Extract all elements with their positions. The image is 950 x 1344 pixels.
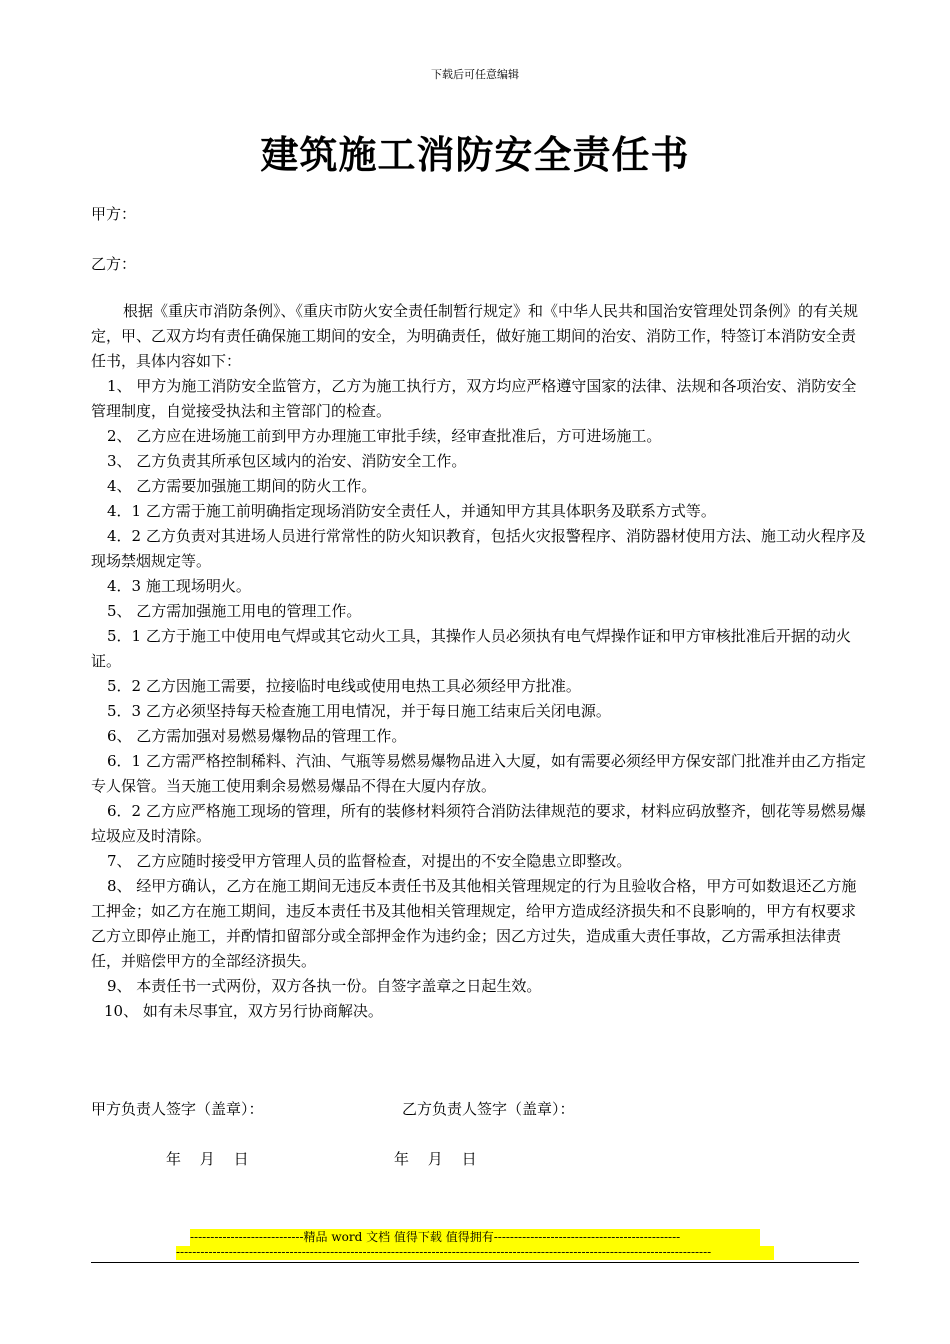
clause-5: 5、 乙方需加强施工用电的管理工作。 [107, 602, 362, 620]
party-a-label: 甲方： [91, 205, 137, 223]
clause-5-3: 5．3 乙方必须坚持每天检查施工用电情况，并于每日施工结束后关闭电源。 [107, 702, 611, 720]
clause-9: 9、 本责任书一式两份，双方各执一份。自签字盖章之日起生效。 [107, 977, 542, 995]
party-b-label: 乙方： [91, 255, 137, 273]
signature-party-a: 甲方负责人签字（盖章）： [91, 1100, 264, 1118]
intro-paragraph: 根据《重庆市消防条例》、《重庆市防火安全责任制暂行规定》和《中华人民共和国治安管理处罚条例》的有关规定，甲、乙双方均有责任确保施工期间的安全，为明确责任，做好施工期间的治安、消防工作，特签订本消防安全责任书，具体内容如下： [91, 302, 859, 370]
date-party-b [394, 1148, 491, 1169]
header-note: 下载后可任意编辑 [431, 68, 519, 81]
date-year-label: 年 [394, 1150, 410, 1168]
signature-party-b: 乙方负责人签字（盖章）： [402, 1100, 575, 1118]
clause-4-3: 4．3 施工现场明火。 [107, 577, 251, 595]
footer-divider [91, 1262, 859, 1263]
date-month-label: 月 [427, 1150, 443, 1168]
date-day-label: 日 [461, 1150, 477, 1168]
clause-6-2: 6．2 乙方应严格施工现场的管理，所有的装修材料须符合消防法律规范的要求，材料应码放整齐，刨花等易燃易爆垃圾应及时清除。 [91, 802, 866, 845]
clause-6-1: 6．1 乙方需严格控制稀料、汽油、气瓶等易燃易爆物品进入大厦，如有需要必须经甲方保安部门批准并由乙方指定专人保管。当天施工使用剩余易燃易爆品不得在大厦内存放。 [91, 752, 866, 795]
footer-dashes: ------------------------------------------------------------------------------------------------------------------------------------ [176, 1246, 774, 1260]
footer-banner: ----------------------------精品 word 文档 值得下载 值得拥有---------------------------------------------- [190, 1229, 760, 1246]
clause-5-2: 5．2 乙方因施工需要，拉接临时电线或使用电热工具必须经甲方批准。 [107, 677, 581, 695]
clause-2: 2、 乙方应在进场施工前到甲方办理施工审批手续，经审查批准后，方可进场施工。 [107, 427, 662, 445]
clause-1: 1、 甲方为施工消防安全监管方，乙方为施工执行方，双方均应严格遵守国家的法律、法规和各项治安、消防安全管理制度，自觉接受执法和主管部门的检查。 [91, 377, 857, 420]
document-title: 建筑施工消防安全责任书 [260, 133, 690, 177]
clause-5-1: 5．1 乙方于施工中使用电气焊或其它动火工具，其操作人员必须执有电气焊操作证和甲方审核批准后开据的动火证。 [91, 627, 851, 670]
document-body [91, 299, 869, 1024]
date-year-label: 年 [166, 1150, 182, 1168]
date-month-label: 月 [199, 1150, 215, 1168]
date-day-label: 日 [233, 1150, 249, 1168]
clause-6: 6、 乙方需加强对易燃易爆物品的管理工作。 [107, 727, 407, 745]
clause-7: 7、 乙方应随时接受甲方管理人员的监督检查，对提出的不安全隐患立即整改。 [107, 852, 632, 870]
clause-4: 4、 乙方需要加强施工期间的防火工作。 [107, 477, 377, 495]
date-party-a [166, 1148, 263, 1169]
clause-8: 8、 经甲方确认，乙方在施工期间无违反本责任书及其他相关管理规定的行为且验收合格，甲方可如数退还乙方施工押金；如乙方在施工期间，违反本责任书及其他相关管理规定，给甲方造成经济损失和不良影响的，甲方有权要求乙方立即停止施工，并酌情扣留部分或全部押金作为违约金；因乙方过失，造成重大责任事故，乙方需承担法律责任，并赔偿甲方的全部经济损失。 [91, 877, 857, 970]
clause-3: 3、 乙方负责其所承包区域内的治安、消防安全工作。 [107, 452, 467, 470]
clause-4-1: 4．1 乙方需于施工前明确指定现场消防安全责任人，并通知甲方其具体职务及联系方式等。 [107, 502, 716, 520]
clause-4-2: 4．2 乙方负责对其进场人员进行常常性的防火知识教育，包括火灾报警程序、消防器材使用方法、施工动火程序及现场禁烟规定等。 [91, 527, 866, 570]
clause-10: 10、 如有未尽事宜，双方另行协商解决。 [104, 1002, 383, 1020]
